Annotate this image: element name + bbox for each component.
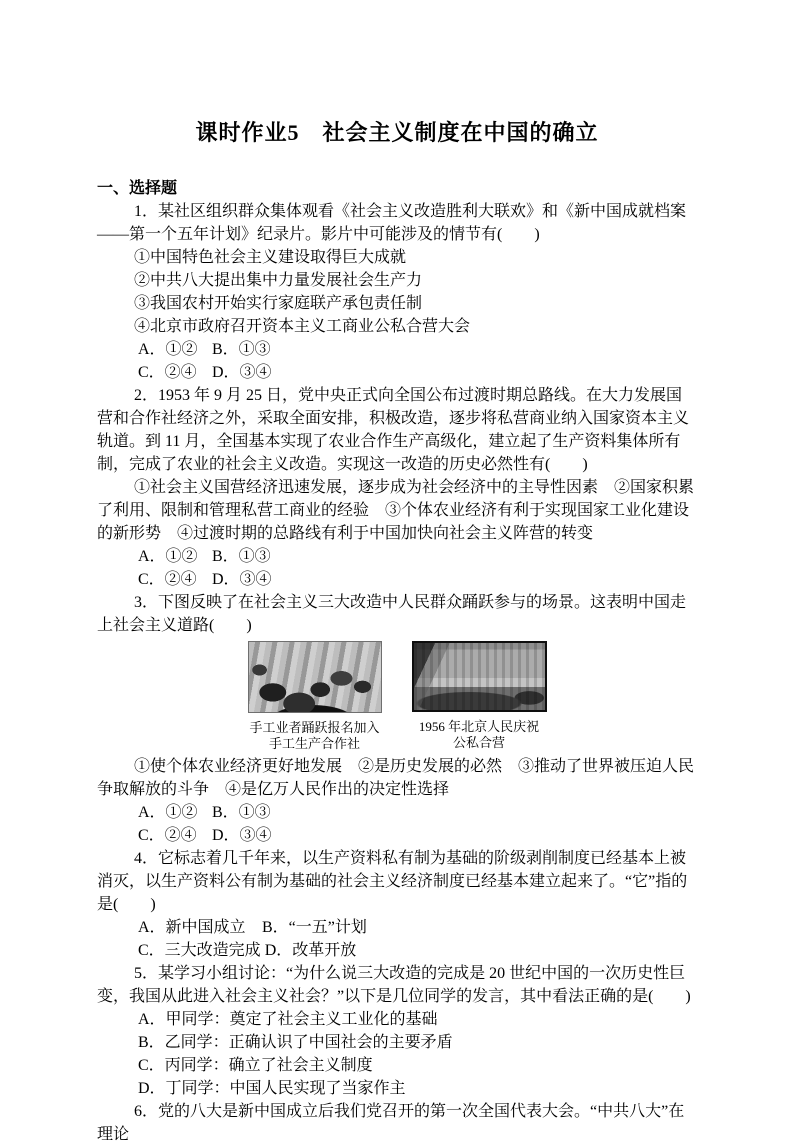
- q3-figure-handicraft-caption: [248, 720, 382, 752]
- q5-stem: 5．某学习小组讨论：“为什么说三大改造的完成是 20 世纪中国的一次历史性巨变，我国从此进入社会主义社会？”以下是几位同学的发言，其中看法正确的是( ): [97, 965, 691, 1005]
- q1-options-row-ab: [97, 338, 697, 361]
- q2-option-a: A．①②: [138, 548, 198, 565]
- q3-option-b: B．①③: [212, 804, 271, 821]
- q4-stem: 4．它标志着几千年来，以生产资料私有制为基础的阶级剥削制度已经基本上被消灭，以生产资料公有制为基础的社会主义经济制度已经基本建立起来了。“它”指的是( ): [97, 850, 688, 913]
- q3-option-d: D．③④: [212, 827, 272, 844]
- q1-option-a: A．①②: [138, 341, 198, 358]
- q1-stem: 1．某社区组织群众集体观看《社会主义改造胜利大联欢》和《新中国成就档案——第一个五年计划》纪录片。影片中可能涉及的情节有( ): [97, 203, 687, 243]
- q3-stem: 3．下图反映了在社会主义三大改造中人民群众踊跃参与的场景。这表明中国走上社会主义道路( ): [97, 594, 687, 634]
- q4-option-c: C．三大改造完成: [138, 942, 261, 959]
- q4-option-a: A．新中国成立: [138, 919, 246, 936]
- q3-option-c: C．②④: [138, 827, 197, 844]
- caption-line: 手工生产合作社: [268, 736, 360, 751]
- q2-options-row-ab: [97, 545, 697, 568]
- q3-options-row-ab: [97, 801, 697, 824]
- section-heading: 一、选择题: [97, 180, 178, 197]
- q1-item-4: ④北京市政府召开资本主义工商业公私合营大会: [134, 318, 471, 335]
- page-title: 课时作业5 社会主义制度在中国的确立: [195, 120, 599, 145]
- q5-option-b: B．乙同学：正确认识了中国社会的主要矛盾: [138, 1034, 453, 1051]
- q4-options-row-ab: [97, 916, 697, 939]
- q1-option-d: D．③④: [212, 364, 272, 381]
- q3-figures: [97, 641, 697, 752]
- q2-options-row-cd: [97, 568, 697, 591]
- q3-options-row-cd: [97, 824, 697, 847]
- q1-item-2: ②中共八大提出集中力量发展社会生产力: [134, 272, 423, 289]
- caption-line: 公私合营: [452, 735, 505, 750]
- q4-option-b: B．“一五”计划: [262, 919, 367, 936]
- q2-items: ①社会主义国营经济迅速发展，逐步成为社会经济中的主导性因素 ②国家积累了利用、限制和管理私营工商业的经验 ③个体农业经济有利于实现国家工业化建设的新形势 ④过渡时期的总路线有利于中国加快向社会主义阵营的转变: [97, 479, 695, 542]
- q3-figure-celebration-caption: [412, 719, 547, 751]
- q1-item-3: ③我国农村开始实行家庭联产承包责任制: [134, 295, 423, 312]
- q5-option-c: C．丙同学：确立了社会主义制度: [138, 1057, 373, 1074]
- q1-item-1: ①中国特色社会主义建设取得巨大成就: [134, 249, 407, 266]
- q5-option-a: A．甲同学：奠定了社会主义工业化的基础: [138, 1011, 438, 1028]
- q2-stem: 2．1953 年 9 月 25 日，党中央正式向全国公布过渡时期总路线。在大力发展国营和合作社经济之外，采取全面安排，积极改造，逐步将私营商业纳入国家资本主义轨道。到 11 月，全国基本实现了农业合作生产高级化，建立起了生产资料集体所有制，完成了农业的社会主义改造。实现这一改造的历史必然性有( ): [97, 387, 690, 473]
- beijing-celebration-photo: [412, 641, 547, 712]
- q3-items: ①使个体农业经济更好地发展 ②是历史发展的必然 ③推动了世界被压迫人民争取解放的斗争 ④是亿万人民作出的决定性选择: [97, 758, 695, 798]
- q2-option-b: B．①③: [212, 548, 271, 565]
- q3-figure-celebration: [412, 641, 547, 752]
- handicraft-registration-photo: [248, 641, 382, 713]
- q4-options-row-cd: [97, 939, 697, 962]
- q5-option-d: D．丁同学：中国人民实现了当家作主: [138, 1080, 406, 1097]
- caption-line: 1956 年北京人民庆祝: [418, 719, 540, 734]
- q3-option-a: A．①②: [138, 804, 198, 821]
- caption-line: 手工业者踊跃报名加入: [249, 720, 380, 735]
- q3-figure-handicraft: [248, 641, 382, 752]
- q2-option-d: D．③④: [212, 571, 272, 588]
- q4-option-d: D．改革开放: [264, 942, 357, 959]
- q1-options-row-cd: [97, 361, 697, 384]
- q1-option-b: B．①③: [212, 341, 271, 358]
- q2-option-c: C．②④: [138, 571, 197, 588]
- q6-stem: 6．党的八大是新中国成立后我们党召开的第一次全国代表大会。“中共八大”在理论: [97, 1103, 685, 1143]
- q1-option-c: C．②④: [138, 364, 197, 381]
